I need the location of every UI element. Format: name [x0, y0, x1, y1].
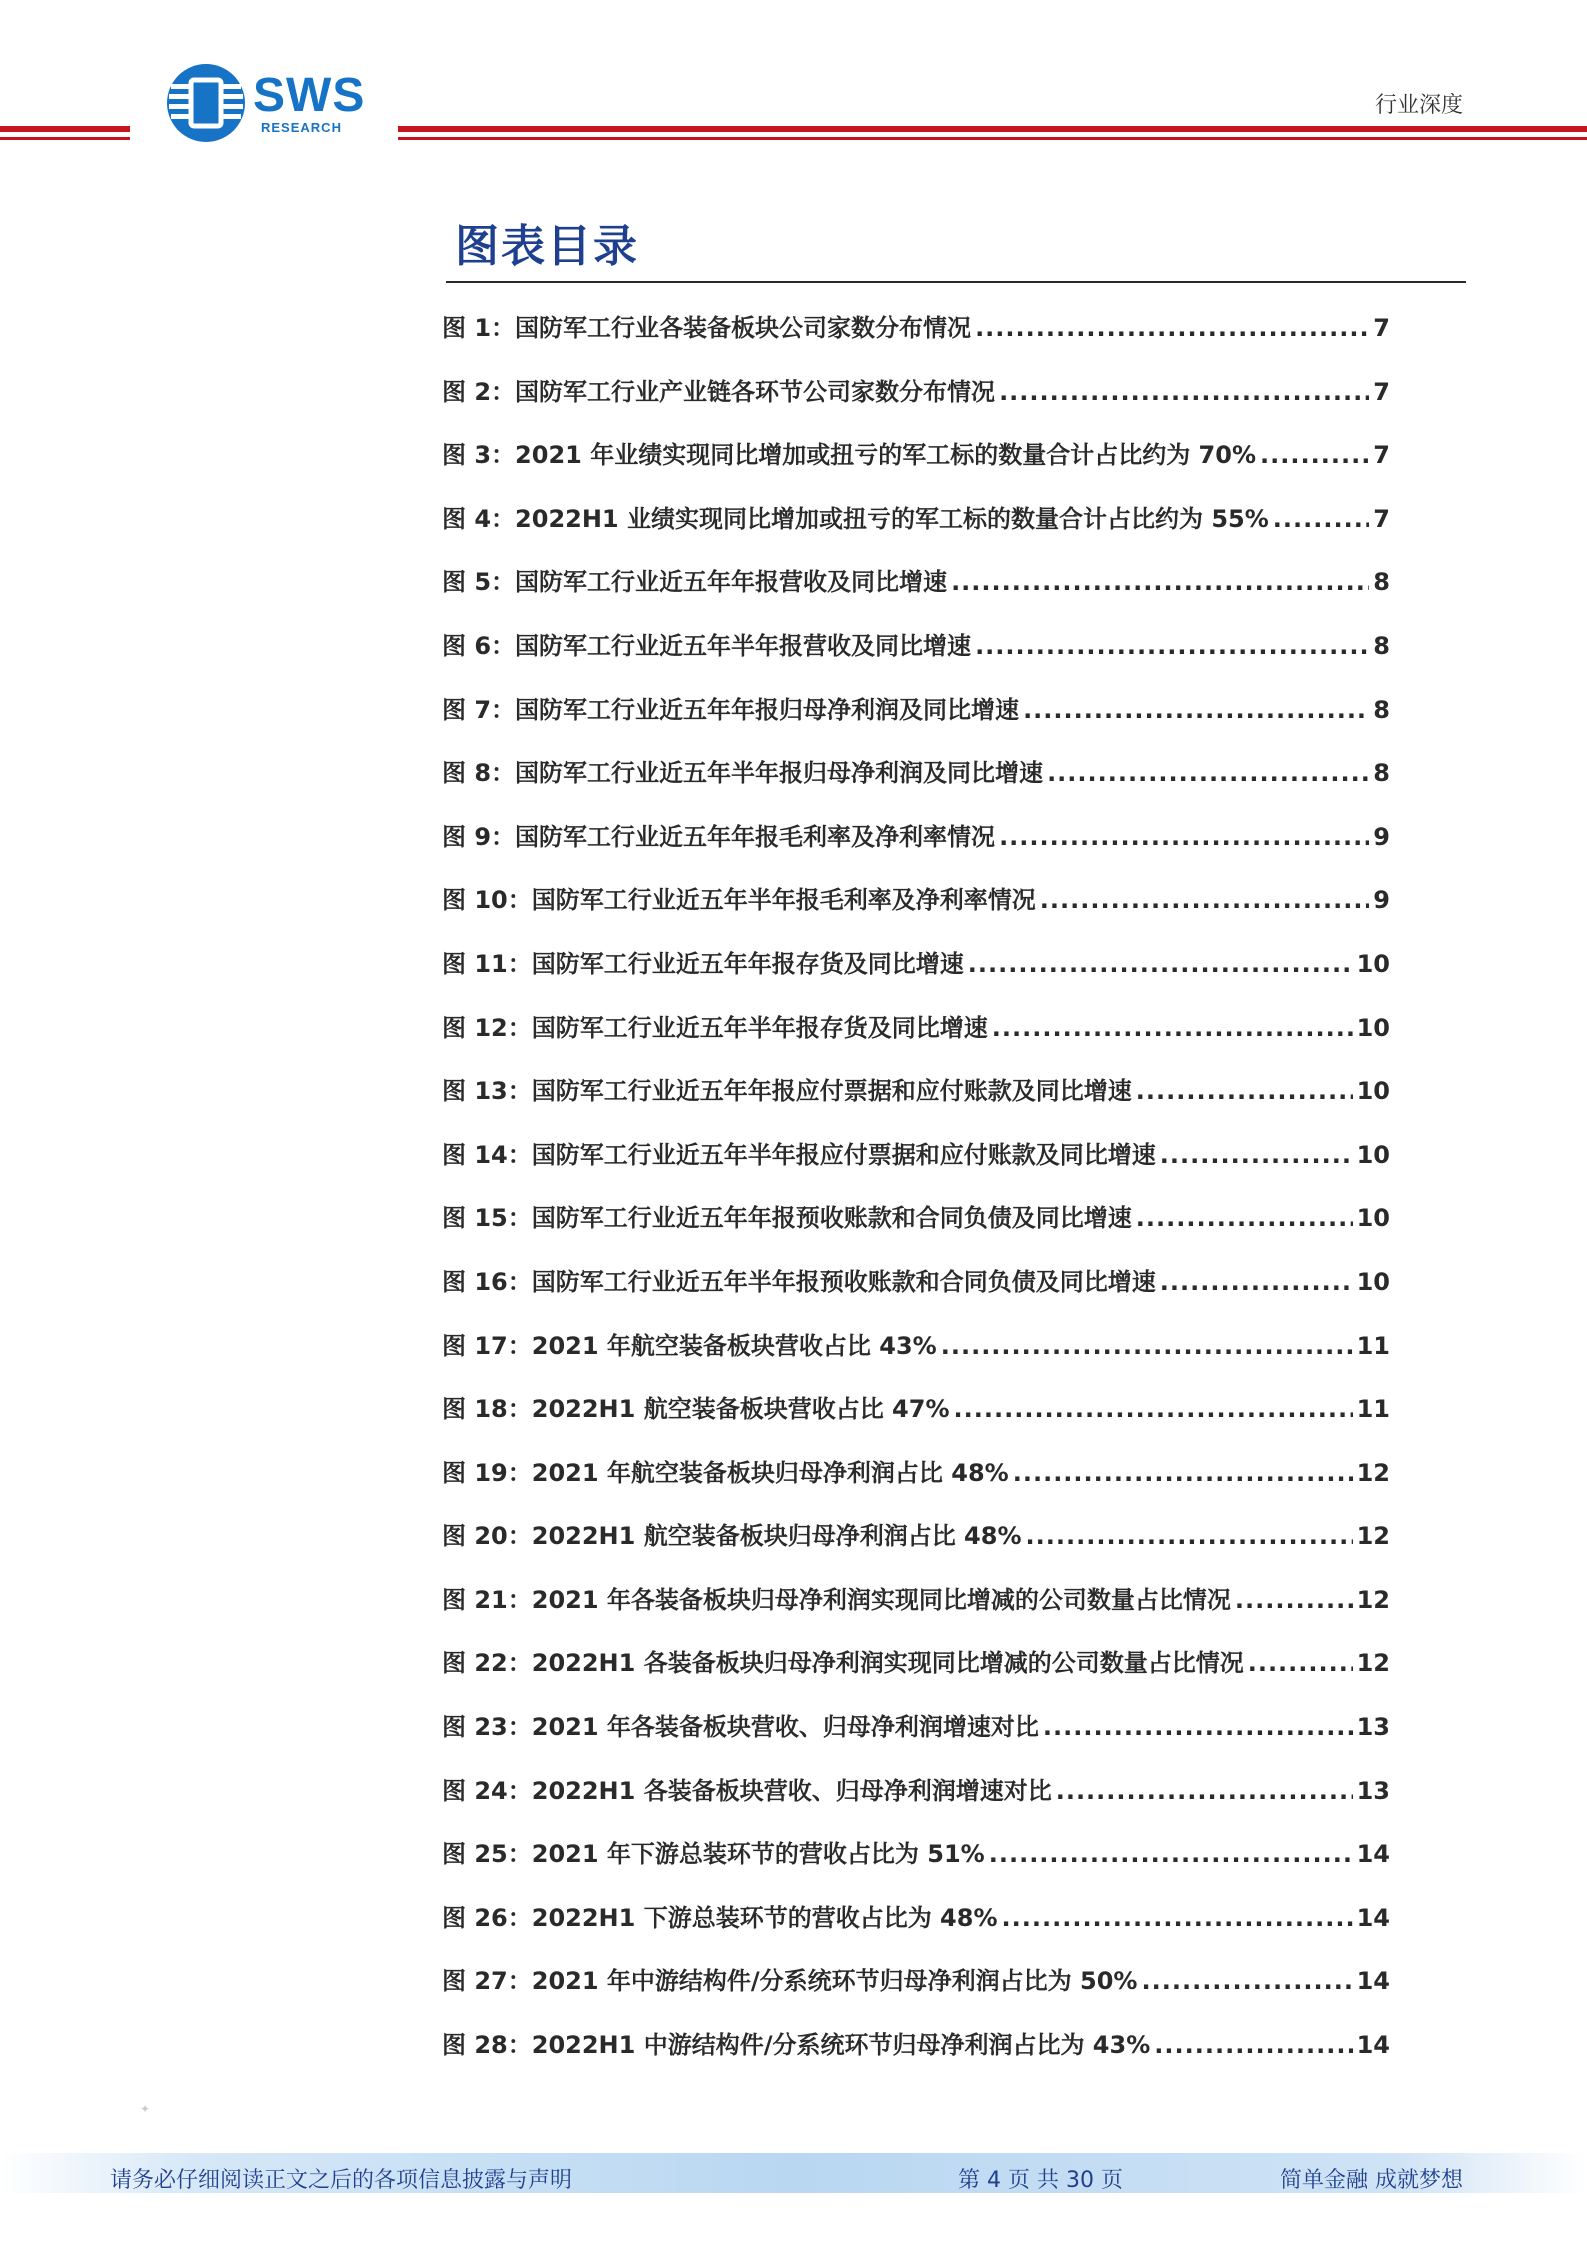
toc-entry[interactable] [442, 944, 1390, 1008]
toc-entry[interactable] [442, 690, 1390, 754]
toc-entry-page: 10 [1356, 1204, 1390, 1233]
toc-entry-page: 11 [1356, 1395, 1390, 1424]
logo-subtitle: RESEARCH [261, 119, 342, 135]
toc-entry[interactable] [442, 1516, 1390, 1580]
toc-leader-dots [992, 1014, 1353, 1042]
toc-entry-label: 图 1：国防军工行业各装备板块公司家数分布情况 [442, 314, 972, 342]
toc-entry[interactable] [442, 1326, 1390, 1390]
toc-entry-label: 图 8：国防军工行业近五年半年报归母净利润及同比增速 [442, 759, 1044, 788]
toc-entry[interactable] [442, 1453, 1390, 1517]
footer-slogan: 简单金融 成就梦想 [1280, 2168, 1463, 2193]
toc-entry[interactable] [442, 562, 1390, 626]
toc-entry-label: 图 20：2022H1 航空装备板块归母净利润占比 48% [442, 1522, 1022, 1551]
toc-entry-page: 7 [1373, 377, 1390, 406]
toc-entry[interactable] [442, 1834, 1390, 1898]
toc-leader-dots [999, 378, 1369, 406]
header-rule-right [398, 126, 1587, 132]
toc-entry-page: 8 [1373, 568, 1390, 597]
toc-entry[interactable] [442, 753, 1390, 817]
header-rule-left-thin [0, 137, 130, 140]
toc-entry-page: 7 [1373, 441, 1390, 470]
footer-disclaimer: 请务必仔细阅读正文之后的各项信息披露与声明 [110, 2168, 573, 2193]
toc-entry-page: 9 [1373, 886, 1390, 915]
footer-page-number: 第 4 页 共 30 页 [958, 2168, 1123, 2193]
toc-leader-dots [941, 1332, 1353, 1360]
toc-entry-page: 14 [1356, 1967, 1390, 1996]
toc-entry-page: 10 [1356, 1267, 1390, 1296]
toc-entry-page: 10 [1356, 949, 1390, 978]
toc-entry-label: 图 2：国防军工行业产业链各环节公司家数分布情况 [442, 377, 996, 406]
toc-leader-dots [1013, 1459, 1353, 1487]
toc-entry[interactable] [442, 308, 1390, 372]
toc-entry-page: 13 [1356, 1776, 1390, 1805]
toc-leader-dots [975, 314, 1369, 342]
toc-entry-page: 7 [1373, 504, 1390, 533]
toc-entry-label: 图 7：国防军工行业近五年年报归母净利润及同比增速 [442, 695, 1020, 724]
toc-leader-dots [968, 950, 1353, 978]
toc-leader-dots [1260, 441, 1369, 469]
toc-leader-dots [999, 823, 1369, 851]
toc-leader-dots [1160, 1268, 1353, 1296]
toc-entry-page: 10 [1356, 1077, 1390, 1106]
toc-entry[interactable] [442, 1008, 1390, 1072]
toc-entry-label: 图 10：国防军工行业近五年半年报毛利率及净利率情况 [442, 886, 1036, 915]
toc-entry[interactable] [442, 1707, 1390, 1771]
toc-entry-label: 图 17：2021 年航空装备板块营收占比 43% [442, 1331, 937, 1360]
toc-entry[interactable] [442, 1262, 1390, 1326]
toc-entry-page: 14 [1356, 1903, 1390, 1932]
header-rule-left [0, 126, 130, 132]
toc-leader-dots [975, 632, 1369, 660]
toc-entry[interactable] [442, 1961, 1390, 2025]
toc-entry-label: 图 11：国防军工行业近五年年报存货及同比增速 [442, 949, 964, 978]
toc-leader-dots [954, 1395, 1353, 1423]
toc-entry[interactable] [442, 2025, 1390, 2089]
toc-entry-label: 图 6：国防军工行业近五年半年报营收及同比增速 [442, 631, 972, 660]
toc-leader-dots [1040, 886, 1370, 914]
toc-entry-label: 图 12：国防军工行业近五年半年报存货及同比增速 [442, 1013, 988, 1042]
header-rule-right-thin [398, 137, 1587, 140]
toc-leader-dots [1235, 1586, 1353, 1614]
toc-entry[interactable] [442, 1198, 1390, 1262]
toc-entry[interactable] [442, 1898, 1390, 1962]
toc-entry-label: 图 14：国防军工行业近五年半年报应付票据和应付账款及同比增速 [442, 1140, 1156, 1169]
toc-leader-dots [1141, 1967, 1352, 1995]
toc-entry[interactable] [442, 880, 1390, 944]
watermark-mark: ✦ [140, 2102, 151, 2116]
toc-entry[interactable] [442, 372, 1390, 436]
toc-leader-dots [1273, 505, 1370, 533]
toc-leader-dots [1023, 696, 1369, 724]
toc-entry-page: 8 [1373, 631, 1390, 660]
toc-entry-label: 图 16：国防军工行业近五年半年报预收账款和合同负债及同比增速 [442, 1267, 1156, 1296]
toc-entry-page: 7 [1373, 314, 1390, 342]
toc-entry[interactable] [442, 1643, 1390, 1707]
toc-entry-page: 12 [1356, 1585, 1390, 1614]
toc-entry-label: 图 5：国防军工行业近五年年报营收及同比增速 [442, 568, 948, 597]
toc-leader-dots [1056, 1777, 1353, 1805]
toc-leader-dots [1248, 1649, 1353, 1677]
toc-entry[interactable] [442, 435, 1390, 499]
toc-entry-page: 14 [1356, 2031, 1390, 2060]
toc-entry-page: 10 [1356, 1013, 1390, 1042]
toc-entry[interactable] [442, 817, 1390, 881]
toc-leader-dots [1136, 1077, 1353, 1105]
toc-entry[interactable] [442, 1071, 1390, 1135]
sws-logo [165, 62, 365, 144]
toc-entry[interactable] [442, 626, 1390, 690]
page-title: 图表目录 [455, 221, 639, 272]
toc-entry-label: 图 24：2022H1 各装备板块营收、归母净利润增速对比 [442, 1776, 1052, 1805]
toc-entry-label: 图 28：2022H1 中游结构件/分系统环节归母净利润占比为 43% [442, 2031, 1151, 2060]
toc-entry-page: 14 [1356, 1840, 1390, 1869]
toc-entry-label: 图 13：国防军工行业近五年年报应付票据和应付账款及同比增速 [442, 1077, 1132, 1106]
toc-leader-dots [989, 1840, 1353, 1868]
toc-entry-page: 10 [1356, 1140, 1390, 1169]
toc-entry-label: 图 25：2021 年下游总装环节的营收占比为 51% [442, 1840, 985, 1869]
toc-entry-label: 图 18：2022H1 航空装备板块营收占比 47% [442, 1395, 950, 1424]
toc-entry[interactable] [442, 1389, 1390, 1453]
logo-wordmark: SWS [253, 68, 366, 122]
toc-leader-dots [1043, 1713, 1353, 1741]
toc-entry-page: 8 [1373, 695, 1390, 724]
toc-leader-dots [1160, 1141, 1353, 1169]
page-header [0, 0, 1587, 160]
toc-entry-label: 图 19：2021 年航空装备板块归母净利润占比 48% [442, 1458, 1009, 1487]
toc-leader-dots [951, 568, 1369, 596]
toc-entry-page: 12 [1356, 1458, 1390, 1487]
report-type-label: 行业深度 [1374, 93, 1463, 118]
toc-entry-page: 11 [1356, 1331, 1390, 1360]
toc-leader-dots [1002, 1904, 1353, 1932]
toc-entry-label: 图 27：2021 年中游结构件/分系统环节归母净利润占比为 50% [442, 1967, 1138, 1996]
toc-entry-label: 图 4：2022H1 业绩实现同比增加或扭亏的军工标的数量合计占比约为 55% [442, 504, 1269, 533]
toc-entry-page: 12 [1356, 1649, 1390, 1678]
toc-entry[interactable] [442, 499, 1390, 563]
toc-entry-label: 图 9：国防军工行业近五年年报毛利率及净利率情况 [442, 822, 996, 851]
toc-leader-dots [1047, 759, 1369, 787]
toc-entry-label: 图 23：2021 年各装备板块营收、归母净利润增速对比 [442, 1713, 1039, 1742]
toc-entry[interactable] [442, 1771, 1390, 1835]
toc-entry-label: 图 26：2022H1 下游总装环节的营收占比为 48% [442, 1903, 998, 1932]
figure-index-list [442, 308, 1390, 2089]
toc-entry-page: 8 [1373, 759, 1390, 788]
toc-leader-dots [1026, 1522, 1353, 1550]
toc-entry[interactable] [442, 1135, 1390, 1199]
toc-entry-page: 13 [1356, 1713, 1390, 1742]
sws-logo-icon [165, 62, 247, 144]
toc-leader-dots [1154, 2031, 1352, 2059]
toc-entry-label: 图 15：国防军工行业近五年年报预收账款和合同负债及同比增速 [442, 1204, 1132, 1233]
toc-leader-dots [1136, 1204, 1353, 1232]
toc-entry[interactable] [442, 1580, 1390, 1644]
title-divider [446, 281, 1466, 283]
toc-entry-page: 9 [1373, 822, 1390, 851]
toc-entry-page: 12 [1356, 1522, 1390, 1551]
toc-entry-label: 图 22：2022H1 各装备板块归母净利润实现同比增减的公司数量占比情况 [442, 1649, 1244, 1678]
toc-entry-label: 图 3：2021 年业绩实现同比增加或扭亏的军工标的数量合计占比约为 70% [442, 441, 1257, 470]
toc-entry-label: 图 21：2021 年各装备板块归母净利润实现同比增减的公司数量占比情况 [442, 1585, 1231, 1614]
